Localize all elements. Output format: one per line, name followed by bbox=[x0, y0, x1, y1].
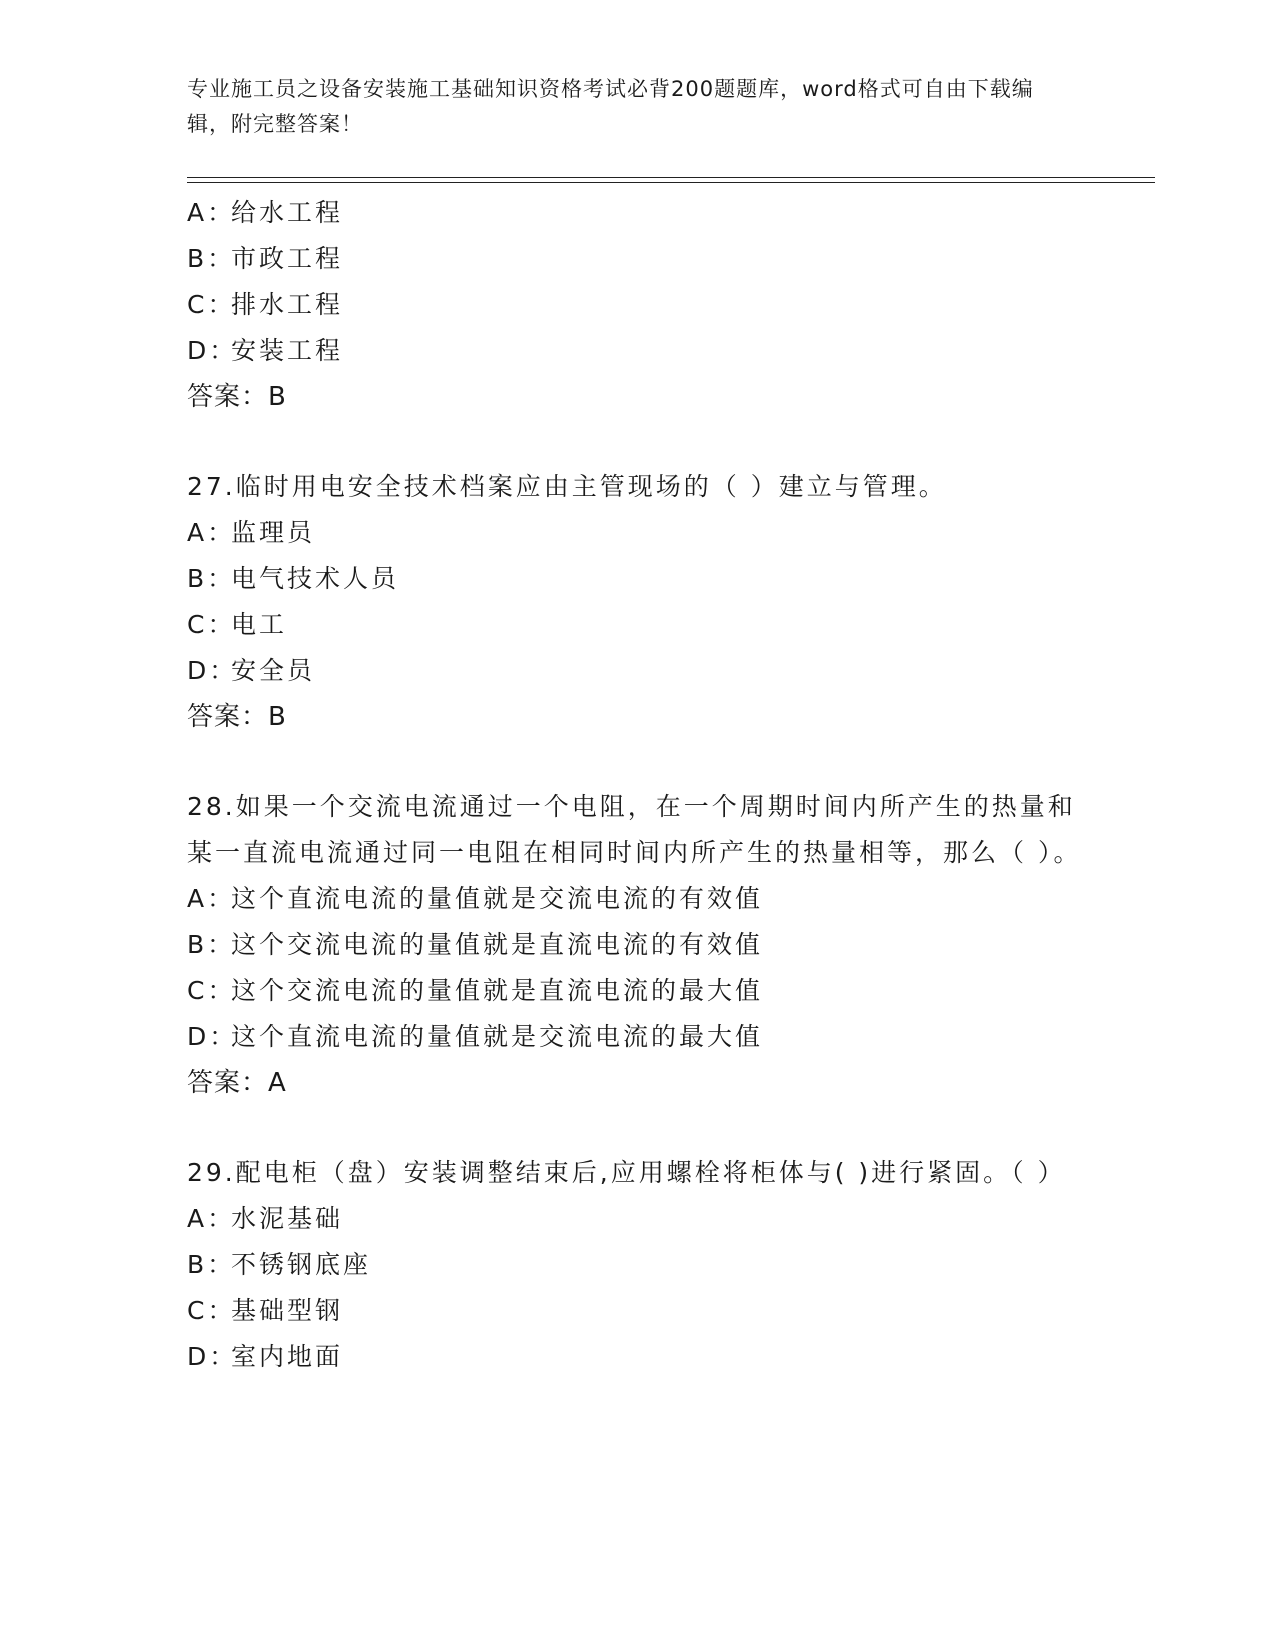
answer-label: 答案：B bbox=[187, 702, 287, 732]
option-a: A：监理员 bbox=[187, 518, 316, 547]
option-b: B：这个交流电流的量值就是直流电流的有效值 bbox=[187, 930, 764, 959]
answer-label: 答案：B bbox=[187, 382, 287, 412]
option-d: D：这个直流电流的量值就是交流电流的最大值 bbox=[187, 1022, 764, 1051]
document-header: 专业施工员之设备安装施工基础知识资格考试必背200题题库，word格式可自由下载编辑，附完整答案！ bbox=[187, 77, 1034, 136]
option-b: B：电气技术人员 bbox=[187, 564, 400, 593]
option-d: D：安全员 bbox=[187, 656, 316, 685]
option-c: C：基础型钢 bbox=[187, 1296, 344, 1325]
option-a: A：这个直流电流的量值就是交流电流的有效值 bbox=[187, 884, 764, 913]
header-rule-bottom bbox=[187, 182, 1155, 183]
option-c: C：电工 bbox=[187, 610, 288, 639]
option-b: B：市政工程 bbox=[187, 244, 344, 273]
option-a: A：水泥基础 bbox=[187, 1204, 344, 1233]
option-a: A：给水工程 bbox=[187, 198, 344, 227]
question-28 bbox=[187, 784, 1087, 1106]
question-text: 29.配电柜（盘）安装调整结束后,应用螺栓将柜体与( )进行紧固。（ ） bbox=[187, 1158, 1066, 1187]
question-27 bbox=[187, 464, 1087, 740]
question-text: 28.如果一个交流电流通过一个电阻，在一个周期时间内所产生的热量和某一直流电流通过同一电阻在相同时间内所产生的热量相等，那么（ ）。 bbox=[187, 792, 1082, 867]
option-d: D：安装工程 bbox=[187, 336, 344, 365]
option-c: C：排水工程 bbox=[187, 290, 344, 319]
question-list bbox=[187, 190, 1087, 1380]
option-b: B：不锈钢底座 bbox=[187, 1250, 372, 1279]
option-d: D：室内地面 bbox=[187, 1342, 344, 1371]
question-26 bbox=[187, 190, 1087, 420]
question-29 bbox=[187, 1150, 1087, 1380]
header-rule-top bbox=[187, 177, 1155, 178]
option-c: C：这个交流电流的量值就是直流电流的最大值 bbox=[187, 976, 764, 1005]
answer-label: 答案：A bbox=[187, 1068, 287, 1098]
question-text: 27.临时用电安全技术档案应由主管现场的（ ）建立与管理。 bbox=[187, 472, 947, 501]
